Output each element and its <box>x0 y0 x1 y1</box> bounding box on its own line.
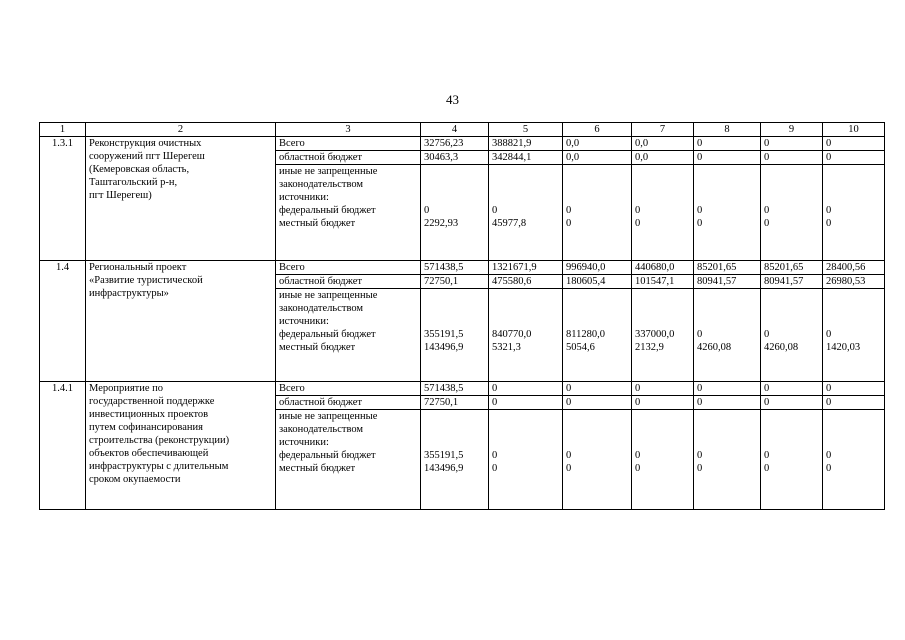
source-label-line: местный бюджет <box>279 342 356 353</box>
spacer-line <box>424 289 485 302</box>
spacer-line <box>826 165 881 178</box>
spacer-line <box>764 191 819 204</box>
local-value: 2292,93 <box>424 218 459 229</box>
spacer-line <box>697 423 757 436</box>
spacer-line <box>635 302 690 315</box>
value-cell <box>694 289 761 382</box>
value-cell: 85201,65 <box>694 261 761 275</box>
spacer-line <box>635 423 690 436</box>
spacer-line <box>764 423 819 436</box>
spacer-line <box>826 289 881 302</box>
spacer-line <box>492 423 559 436</box>
value-cell: 996940,0 <box>563 261 632 275</box>
local-value: 0 <box>635 218 641 229</box>
spacer-line <box>826 315 881 328</box>
source-label <box>276 289 421 382</box>
value-cell <box>823 289 885 382</box>
value-cell: 72750,1 <box>421 396 489 410</box>
federal-value: 0 <box>826 205 832 216</box>
value-cell: 0 <box>489 396 563 410</box>
federal-value: 355191,5 <box>424 329 464 340</box>
spacer-line <box>764 165 819 178</box>
spacer-line <box>566 178 628 191</box>
item-name-line: инвестиционных проектов <box>89 409 209 420</box>
federal-value: 0 <box>764 329 770 340</box>
header-cell: 9 <box>761 123 823 137</box>
spacer-line <box>424 302 485 315</box>
value-cell <box>823 410 885 510</box>
value-cell: 80941,57 <box>694 275 761 289</box>
federal-value: 0 <box>764 450 770 461</box>
spacer-line <box>492 165 559 178</box>
federal-value: 0 <box>492 205 498 216</box>
spacer-line <box>826 436 881 449</box>
spacer-line <box>566 423 628 436</box>
federal-value: 0 <box>566 205 572 216</box>
source-label <box>276 165 421 261</box>
item-name-line: государственной поддержке <box>89 396 215 407</box>
spacer-line <box>492 302 559 315</box>
spacer-line <box>492 178 559 191</box>
local-value: 4260,08 <box>764 342 799 353</box>
local-value: 0 <box>566 218 572 229</box>
header-cell: 4 <box>421 123 489 137</box>
value-cell: 180605,4 <box>563 275 632 289</box>
item-number: 1.4.1 <box>40 382 86 510</box>
spacer-line <box>635 315 690 328</box>
spacer-line <box>635 178 690 191</box>
item-name <box>86 382 276 510</box>
value-cell <box>421 165 489 261</box>
value-cell: 0 <box>563 382 632 396</box>
local-value: 0 <box>635 463 641 474</box>
source-label-line: законодательством <box>279 179 364 190</box>
spacer-line <box>635 165 690 178</box>
value-cell: 571438,5 <box>421 382 489 396</box>
table-row <box>40 261 885 275</box>
federal-value: 0 <box>697 450 703 461</box>
value-cell: 0 <box>761 396 823 410</box>
source-label-line: федеральный бюджет <box>279 450 376 461</box>
local-value: 143496,9 <box>424 342 464 353</box>
source-label-line: местный бюджет <box>279 218 356 229</box>
item-name-line: «Развитие туристической <box>89 275 203 286</box>
local-value: 0 <box>566 463 572 474</box>
value-cell: 101547,1 <box>632 275 694 289</box>
federal-value: 0 <box>764 205 770 216</box>
value-cell: 0 <box>694 396 761 410</box>
federal-value: 0 <box>697 205 703 216</box>
source-label-line: законодательством <box>279 303 364 314</box>
item-name-line: инфраструктуры» <box>89 288 169 299</box>
item-name <box>86 137 276 261</box>
local-value: 5054,6 <box>566 342 595 353</box>
local-value: 0 <box>826 463 832 474</box>
value-cell <box>563 289 632 382</box>
source-label: Всего <box>276 261 421 275</box>
spacer-line <box>764 436 819 449</box>
value-cell: 475580,6 <box>489 275 563 289</box>
local-value: 143496,9 <box>424 463 464 474</box>
value-cell: 571438,5 <box>421 261 489 275</box>
budget-table <box>39 122 885 510</box>
spacer-line <box>424 436 485 449</box>
local-value: 0 <box>697 463 703 474</box>
table-body <box>40 137 885 510</box>
local-value: 45977,8 <box>492 218 527 229</box>
value-cell: 0 <box>823 137 885 151</box>
local-value: 0 <box>826 218 832 229</box>
spacer-line <box>424 410 485 423</box>
spacer-line <box>566 289 628 302</box>
value-cell: 28400,56 <box>823 261 885 275</box>
spacer-line <box>826 178 881 191</box>
value-cell: 0 <box>761 137 823 151</box>
federal-value: 0 <box>697 329 703 340</box>
local-value: 5321,3 <box>492 342 521 353</box>
value-cell: 80941,57 <box>761 275 823 289</box>
federal-value: 0 <box>826 329 832 340</box>
item-name-line: сооружений пгт Шерегеш <box>89 151 205 162</box>
value-cell: 85201,65 <box>761 261 823 275</box>
spacer-line <box>697 436 757 449</box>
source-label-line: иные не запрещенные <box>279 411 378 422</box>
item-name-line: пгт Шерегеш) <box>89 190 152 201</box>
spacer-line <box>566 436 628 449</box>
spacer-line <box>566 410 628 423</box>
spacer-line <box>697 165 757 178</box>
spacer-line <box>635 191 690 204</box>
local-value: 0 <box>764 463 770 474</box>
value-cell <box>563 165 632 261</box>
spacer-line <box>826 302 881 315</box>
item-name-line: строительства (реконструкции) <box>89 435 230 446</box>
value-cell: 388821,9 <box>489 137 563 151</box>
value-cell <box>421 410 489 510</box>
value-cell: 32756,23 <box>421 137 489 151</box>
item-name-line: инфраструктуры с длительным <box>89 461 229 472</box>
spacer-line <box>492 315 559 328</box>
value-cell: 26980,53 <box>823 275 885 289</box>
spacer-line <box>566 315 628 328</box>
source-label-line: источники: <box>279 192 329 203</box>
value-cell <box>694 165 761 261</box>
spacer-line <box>492 191 559 204</box>
value-cell <box>632 289 694 382</box>
header-cell: 1 <box>40 123 86 137</box>
source-label-line: федеральный бюджет <box>279 205 376 216</box>
federal-value: 0 <box>492 450 498 461</box>
spacer-line <box>424 423 485 436</box>
value-cell: 0,0 <box>632 137 694 151</box>
value-cell: 0 <box>489 382 563 396</box>
value-cell: 0 <box>761 151 823 165</box>
header-cell: 10 <box>823 123 885 137</box>
value-cell: 72750,1 <box>421 275 489 289</box>
value-cell: 0 <box>694 151 761 165</box>
spacer-line <box>764 302 819 315</box>
federal-value: 0 <box>826 450 832 461</box>
spacer-line <box>635 410 690 423</box>
value-cell: 30463,3 <box>421 151 489 165</box>
value-cell: 0,0 <box>563 137 632 151</box>
local-value: 1420,03 <box>826 342 861 353</box>
source-label: областной бюджет <box>276 396 421 410</box>
spacer-line <box>424 165 485 178</box>
source-label-line: законодательством <box>279 424 364 435</box>
source-label-line: источники: <box>279 437 329 448</box>
item-name-line: объектов обеспечивающей <box>89 448 209 459</box>
value-cell <box>761 165 823 261</box>
item-name-line: (Кемеровская область, <box>89 164 190 175</box>
value-cell <box>489 289 563 382</box>
header-cell: 5 <box>489 123 563 137</box>
federal-value: 337000,0 <box>635 329 675 340</box>
source-label-line: местный бюджет <box>279 463 356 474</box>
value-cell: 0,0 <box>632 151 694 165</box>
item-name-line: Таштагольский р-н, <box>89 177 178 188</box>
value-cell: 440680,0 <box>632 261 694 275</box>
spacer-line <box>492 289 559 302</box>
spacer-line <box>424 191 485 204</box>
header-cell: 8 <box>694 123 761 137</box>
spacer-line <box>492 436 559 449</box>
spacer-line <box>764 289 819 302</box>
item-name-line: Региональный проект <box>89 262 187 273</box>
source-label <box>276 410 421 510</box>
spacer-line <box>826 191 881 204</box>
source-label-line: федеральный бюджет <box>279 329 376 340</box>
federal-value: 355191,5 <box>424 450 464 461</box>
spacer-line <box>764 178 819 191</box>
value-cell: 0 <box>563 396 632 410</box>
header-cell: 6 <box>563 123 632 137</box>
spacer-line <box>566 191 628 204</box>
value-cell: 0 <box>632 396 694 410</box>
spacer-line <box>424 315 485 328</box>
federal-value: 811280,0 <box>566 329 605 340</box>
spacer-line <box>826 410 881 423</box>
value-cell <box>694 410 761 510</box>
source-label-line: иные не запрещенные <box>279 166 378 177</box>
spacer-line <box>697 315 757 328</box>
item-number: 1.3.1 <box>40 137 86 261</box>
value-cell: 0 <box>823 396 885 410</box>
federal-value: 0 <box>566 450 572 461</box>
local-value: 2132,9 <box>635 342 664 353</box>
value-cell <box>761 410 823 510</box>
item-name-line: Мероприятие по <box>89 383 164 394</box>
source-label-line: иные не запрещенные <box>279 290 378 301</box>
spacer-line <box>492 410 559 423</box>
source-label-line: источники: <box>279 316 329 327</box>
source-label: Всего <box>276 382 421 396</box>
value-cell: 1321671,9 <box>489 261 563 275</box>
value-cell <box>632 165 694 261</box>
source-label: областной бюджет <box>276 275 421 289</box>
spacer-line <box>697 302 757 315</box>
value-cell: 0,0 <box>563 151 632 165</box>
value-cell <box>563 410 632 510</box>
value-cell: 342844,1 <box>489 151 563 165</box>
local-value: 0 <box>492 463 498 474</box>
item-number: 1.4 <box>40 261 86 382</box>
page-number: 43 <box>446 92 459 107</box>
spacer-line <box>566 165 628 178</box>
local-value: 0 <box>697 218 703 229</box>
source-label: областной бюджет <box>276 151 421 165</box>
item-name <box>86 261 276 382</box>
spacer-line <box>697 289 757 302</box>
value-cell <box>489 165 563 261</box>
source-label: Всего <box>276 137 421 151</box>
value-cell: 0 <box>694 137 761 151</box>
federal-value: 0 <box>424 205 430 216</box>
value-cell <box>489 410 563 510</box>
local-value: 4260,08 <box>697 342 732 353</box>
value-cell: 0 <box>823 151 885 165</box>
value-cell: 0 <box>761 382 823 396</box>
value-cell <box>421 289 489 382</box>
spacer-line <box>697 178 757 191</box>
header-row <box>40 123 885 137</box>
spacer-line <box>764 410 819 423</box>
spacer-line <box>826 423 881 436</box>
spacer-line <box>635 289 690 302</box>
federal-value: 0 <box>635 450 641 461</box>
value-cell: 0 <box>632 382 694 396</box>
spacer-line <box>697 191 757 204</box>
federal-value: 840770,0 <box>492 329 532 340</box>
header-cell: 7 <box>632 123 694 137</box>
value-cell <box>823 165 885 261</box>
table-row <box>40 382 885 396</box>
spacer-line <box>635 436 690 449</box>
local-value: 0 <box>764 218 770 229</box>
item-name-line: путем софинансирования <box>89 422 203 433</box>
federal-value: 0 <box>635 205 641 216</box>
item-name-line: Реконструкция очистных <box>89 138 202 149</box>
header-cell: 2 <box>86 123 276 137</box>
value-cell: 0 <box>694 382 761 396</box>
item-name-line: сроком окупаемости <box>89 474 181 485</box>
spacer-line <box>764 315 819 328</box>
value-cell: 0 <box>823 382 885 396</box>
value-cell <box>761 289 823 382</box>
spacer-line <box>424 178 485 191</box>
header-cell: 3 <box>276 123 421 137</box>
value-cell <box>632 410 694 510</box>
spacer-line <box>566 302 628 315</box>
table-row <box>40 137 885 151</box>
spacer-line <box>697 410 757 423</box>
